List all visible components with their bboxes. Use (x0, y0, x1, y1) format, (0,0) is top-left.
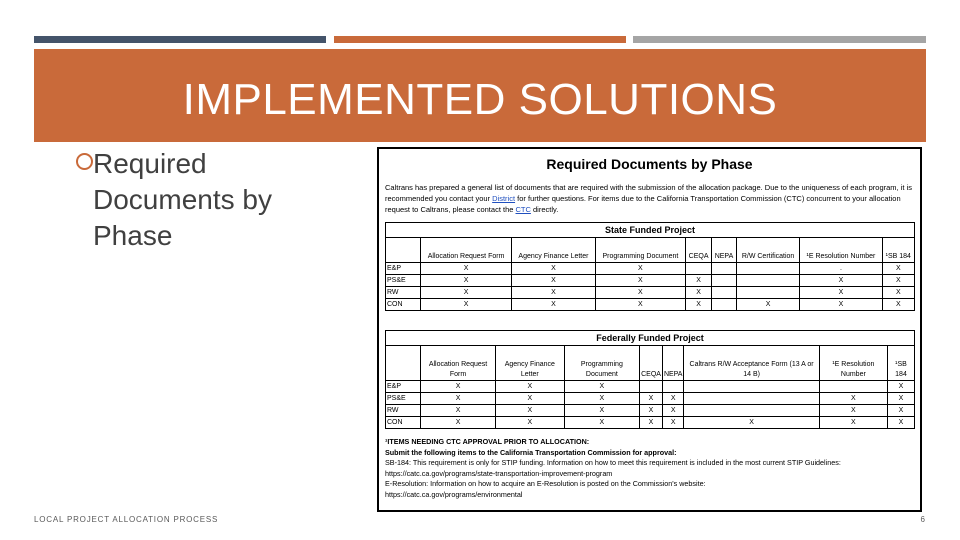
accent-bar-dark (34, 36, 326, 43)
table-cell: X (882, 299, 914, 311)
document-notes (385, 437, 915, 500)
document-image (377, 147, 922, 512)
notes-eres-url[interactable]: https://catc.ca.gov/programs/environmental (385, 489, 523, 499)
notes-sb184: SB-184: This requirement is only for STIP funding. Information on how to meet this requirement is included in the most current STIP Guidelines: (385, 458, 841, 467)
table-header-cell: Agency Finance Letter (512, 238, 596, 263)
table-row (386, 393, 915, 405)
notes-eres: E-Resolution: Information on how to acquire an E-Resolution is posted on the Commission's website: (385, 479, 706, 488)
phase-cell: E&P (386, 263, 421, 275)
table-cell: X (736, 299, 800, 311)
document-title: Required Documents by Phase (546, 156, 753, 172)
table-cell: X (595, 299, 685, 311)
table-cell: X (882, 275, 914, 287)
table-cell: X (512, 299, 596, 311)
table-cell: X (564, 393, 640, 405)
table-row (386, 287, 915, 299)
table-header-cell: ¹SB 184 (882, 238, 914, 263)
table-cell: X (421, 299, 512, 311)
bullet-circle-icon (76, 153, 93, 170)
intro-text-3: directly. (530, 205, 559, 214)
table-row (386, 275, 915, 287)
table-cell: X (882, 287, 914, 299)
title-band (34, 49, 926, 142)
table-cell (684, 381, 819, 393)
intro-text-2: for further questions. For items due to the California Transportation Commission (CTC) concurrent to your allocation request to Caltrans, please contact the (385, 194, 901, 214)
table-cell: X (496, 405, 565, 417)
table-cell: X (496, 393, 565, 405)
table-header-cell: Agency Finance Letter (496, 346, 565, 381)
phase-cell: RW (386, 405, 421, 417)
table-cell: X (496, 381, 565, 393)
table-cell (684, 393, 819, 405)
table-header-cell: ¹E Resolution Number (800, 238, 882, 263)
page-number: 6 (920, 515, 925, 524)
table-cell: X (888, 417, 915, 429)
table-cell: X (512, 287, 596, 299)
table-cell: X (882, 263, 914, 275)
table-cell: X (595, 275, 685, 287)
table-row (386, 405, 915, 417)
table-cell: X (421, 405, 496, 417)
table-caption: State Funded Project (386, 223, 915, 238)
table-cell: . (800, 263, 882, 275)
phase-cell: CON (386, 417, 421, 429)
table-cell (662, 381, 684, 393)
table-cell (684, 405, 819, 417)
table-cell: X (640, 393, 663, 405)
table-cell (686, 263, 712, 275)
table-cell (736, 287, 800, 299)
ctc-link[interactable]: CTC (515, 205, 531, 214)
table-cell: X (595, 263, 685, 275)
table-header-cell: CEQA (686, 238, 712, 263)
table-cell: X (800, 299, 882, 311)
federally-funded-table (385, 330, 915, 429)
table-cell: X (686, 287, 712, 299)
table-header-cell: ¹SB 184 (888, 346, 915, 381)
table-header-cell: CEQA (640, 346, 663, 381)
district-link[interactable]: District (492, 194, 516, 203)
table-header-cell: Programming Document (564, 346, 640, 381)
table-header-cell: NEPA (712, 238, 737, 263)
table-cell: X (662, 405, 684, 417)
table-cell (736, 263, 800, 275)
table-cell: X (800, 275, 882, 287)
table-header-cell: NEPA (662, 346, 684, 381)
table-cell (712, 287, 737, 299)
table-cell: X (564, 417, 640, 429)
phase-cell: E&P (386, 381, 421, 393)
slide-title: IMPLEMENTED SOLUTIONS (182, 75, 778, 124)
notes-line1: Submit the following items to the California Transportation Commission for approval: (385, 447, 677, 457)
accent-bar-orange (334, 36, 626, 43)
table-cell: X (421, 263, 512, 275)
document-intro (385, 182, 914, 215)
table-cell: X (888, 405, 915, 417)
table-cell: X (421, 417, 496, 429)
table-cell: X (421, 275, 512, 287)
table-cell: X (421, 393, 496, 405)
table-cell: X (686, 275, 712, 287)
table-cell: X (640, 405, 663, 417)
table-header-cell: Caltrans R/W Acceptance Form (13 A or 14 B) (684, 346, 819, 381)
table-header-cell: Allocation Request Form (421, 238, 512, 263)
table-cell: X (662, 417, 684, 429)
phase-cell: RW (386, 287, 421, 299)
footer-text: LOCAL PROJECT ALLOCATION PROCESS (34, 515, 219, 524)
table-header-cell (386, 346, 421, 381)
table-cell: X (512, 263, 596, 275)
table-header-cell (386, 238, 421, 263)
table-caption: Federally Funded Project (386, 331, 915, 346)
phase-cell: PS&E (386, 393, 421, 405)
table-header-cell: R/W Certification (736, 238, 800, 263)
intro-text-1: Caltrans has prepared a general list of documents that are required with the submission of the allocation package. Due to the uniqueness of each program, it is recommended you contact your (385, 183, 912, 203)
table-cell (712, 275, 737, 287)
state-funded-table (385, 222, 915, 311)
table-cell: X (421, 287, 512, 299)
table-cell (712, 299, 737, 311)
phase-cell: CON (386, 299, 421, 311)
table-cell: X (888, 381, 915, 393)
table-cell: X (819, 417, 887, 429)
table-cell: X (564, 381, 640, 393)
table-row (386, 417, 915, 429)
table-cell: X (686, 299, 712, 311)
phase-cell: PS&E (386, 275, 421, 287)
table-cell: X (819, 405, 887, 417)
table-cell: X (888, 393, 915, 405)
table-header-cell: Allocation Request Form (421, 346, 496, 381)
table-row (386, 299, 915, 311)
table-cell (819, 381, 887, 393)
table-cell: X (684, 417, 819, 429)
table-cell: X (496, 417, 565, 429)
table-cell: X (595, 287, 685, 299)
bullet-text: Required Documents by Phase (93, 148, 272, 251)
table-header-cell: Programming Document (595, 238, 685, 263)
table-cell (712, 263, 737, 275)
table-cell (640, 381, 663, 393)
table-row (386, 263, 915, 275)
table-row (386, 381, 915, 393)
table-cell: X (640, 417, 663, 429)
bullet-point (76, 146, 336, 254)
table-cell: X (662, 393, 684, 405)
table-cell: X (819, 393, 887, 405)
table-cell: X (800, 287, 882, 299)
table-header-cell: ¹E Resolution Number (819, 346, 887, 381)
table-cell: X (512, 275, 596, 287)
table-cell (736, 275, 800, 287)
notes-heading: ¹ITEMS NEEDING CTC APPROVAL PRIOR TO ALLOCATION: (385, 437, 590, 446)
table-cell: X (564, 405, 640, 417)
accent-bar-grey (633, 36, 926, 43)
table-cell: X (421, 381, 496, 393)
notes-sb184-url[interactable]: https://catc.ca.gov/programs/state-transportation-improvement-program (385, 468, 613, 478)
